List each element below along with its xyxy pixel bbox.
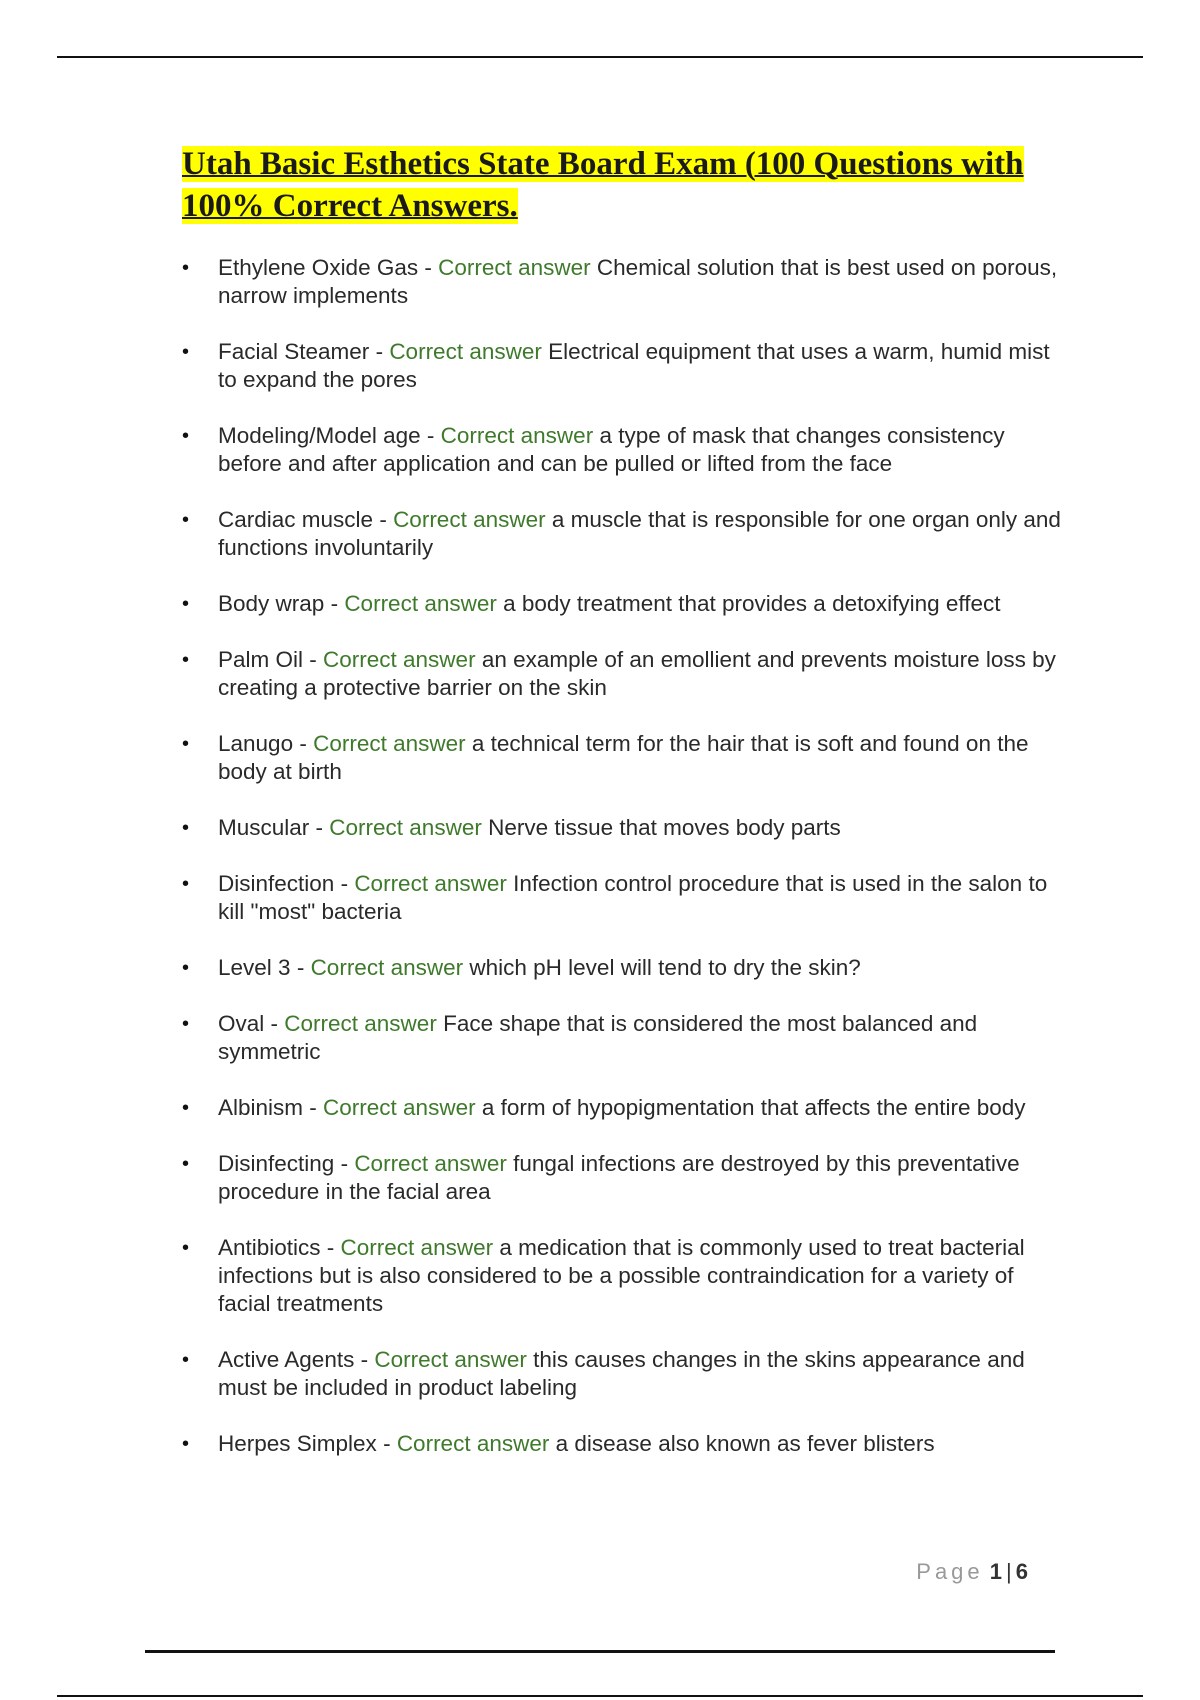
qa-item: [182, 954, 1062, 982]
qa-term: Active Agents: [218, 1347, 355, 1372]
qa-separator: -: [303, 1095, 324, 1120]
qa-separator: -: [264, 1011, 285, 1036]
qa-definition: an example of an emollient and prevents moisture loss by creating a protective barrier on the skin: [218, 647, 1056, 700]
qa-definition: Nerve tissue that moves body parts: [488, 815, 841, 840]
bullet-icon: •: [182, 817, 190, 839]
bullet-icon: •: [182, 1237, 190, 1259]
qa-term: Disinfection: [218, 871, 335, 896]
qa-definition: a muscle that is responsible for one organ only and functions involuntarily: [218, 507, 1061, 560]
qa-separator: -: [320, 1235, 341, 1260]
current-page: 1: [989, 1559, 1003, 1584]
qa-item: [182, 590, 1062, 618]
qa-separator: -: [376, 1431, 397, 1456]
qa-separator: -: [324, 591, 345, 616]
bullet-icon: •: [182, 425, 190, 447]
top-rule: [57, 56, 1143, 58]
qa-definition: a disease also known as fever blisters: [555, 1431, 935, 1456]
qa-term: Modeling/Model age: [218, 423, 421, 448]
qa-separator: -: [334, 1151, 355, 1176]
correct-answer-label: Correct answer: [438, 255, 591, 280]
qa-item: [182, 870, 1062, 926]
qa-item: [182, 338, 1062, 394]
qa-definition: Infection control procedure that is used in the salon to kill "most" bacteria: [218, 871, 1048, 924]
qa-term: Cardiac muscle: [218, 507, 374, 532]
qa-separator: -: [290, 955, 311, 980]
correct-answer-label: Correct answer: [284, 1011, 437, 1036]
qa-item: [182, 1430, 1062, 1458]
correct-answer-label: Correct answer: [344, 591, 497, 616]
qa-separator: -: [309, 815, 330, 840]
correct-answer-label: Correct answer: [329, 815, 482, 840]
qa-item: [182, 1150, 1062, 1206]
page-title: [182, 143, 1052, 227]
qa-definition: this causes changes in the skins appearance and must be included in product labeling: [218, 1347, 1025, 1400]
qa-term: Oval: [218, 1011, 265, 1036]
correct-answer-label: Correct answer: [313, 731, 466, 756]
page-separator: |: [1006, 1559, 1012, 1584]
bullet-icon: •: [182, 1097, 190, 1119]
correct-answer-label: Correct answer: [310, 955, 464, 980]
bullet-icon: •: [182, 649, 190, 671]
qa-separator: -: [303, 647, 324, 672]
title-text: Utah Basic Esthetics State Board Exam (100 Questions with 100% Correct Answers.: [182, 146, 1024, 224]
qa-term: Lanugo: [218, 731, 294, 756]
qa-separator: -: [418, 255, 439, 280]
correct-answer-label: Correct answer: [389, 339, 542, 364]
correct-answer-label: Correct answer: [396, 1431, 550, 1456]
qa-term: Facial Steamer: [218, 339, 370, 364]
bullet-icon: •: [182, 957, 190, 979]
bullet-icon: •: [182, 1153, 190, 1175]
bullet-icon: •: [182, 1013, 190, 1035]
qa-definition: a form of hypopigmentation that affects the entire body: [481, 1095, 1026, 1120]
qa-list: [182, 254, 1062, 1486]
correct-answer-label: Correct answer: [340, 1235, 494, 1260]
page-word: Page: [916, 1559, 984, 1584]
bullet-icon: •: [182, 593, 190, 615]
qa-item: [182, 422, 1062, 478]
qa-item: [182, 646, 1062, 702]
bottom-rule: [57, 1695, 1143, 1697]
qa-definition: Chemical solution that is best used on porous, narrow implements: [218, 255, 1058, 308]
qa-definition: which pH level will tend to dry the skin?: [469, 955, 861, 980]
bullet-icon: •: [182, 341, 190, 363]
qa-term: Body wrap: [218, 591, 325, 616]
qa-term: Disinfecting: [218, 1151, 335, 1176]
total-pages: 6: [1015, 1559, 1028, 1584]
qa-item: [182, 506, 1062, 562]
qa-item: [182, 1346, 1062, 1402]
correct-answer-label: Correct answer: [323, 647, 476, 672]
qa-item: [182, 254, 1062, 310]
qa-item: [182, 730, 1062, 786]
bullet-icon: •: [182, 509, 190, 531]
bullet-icon: •: [182, 1433, 190, 1455]
bullet-icon: •: [182, 873, 190, 895]
qa-item: [182, 814, 1062, 842]
qa-term: Albinism: [218, 1095, 304, 1120]
bullet-icon: •: [182, 733, 190, 755]
qa-separator: -: [334, 871, 355, 896]
footer-rule: [145, 1650, 1055, 1653]
qa-definition: fungal infections are destroyed by this preventative procedure in the facial area: [218, 1151, 1020, 1204]
qa-term: Level 3: [218, 955, 291, 980]
qa-separator: -: [369, 339, 390, 364]
qa-separator: -: [293, 731, 314, 756]
correct-answer-label: Correct answer: [354, 871, 507, 896]
qa-definition: Face shape that is considered the most balanced and symmetric: [218, 1011, 978, 1064]
qa-separator: -: [420, 423, 441, 448]
qa-definition: a body treatment that provides a detoxifying effect: [503, 591, 1001, 616]
qa-definition: Electrical equipment that uses a warm, humid mist to expand the pores: [218, 339, 1050, 392]
qa-separator: -: [354, 1347, 375, 1372]
bullet-icon: •: [182, 257, 190, 279]
qa-separator: -: [373, 507, 394, 532]
qa-term: Herpes Simplex: [218, 1431, 377, 1456]
qa-term: Muscular: [218, 815, 310, 840]
qa-item: [182, 1234, 1062, 1318]
qa-definition: a type of mask that changes consistency before and after application and can be pulled or lifted from the face: [218, 423, 1005, 476]
correct-answer-label: Correct answer: [440, 423, 594, 448]
qa-definition: a medication that is commonly used to treat bacterial infections but is also considered to be a possible contraindication for a variety of facial treatments: [218, 1235, 1025, 1316]
qa-term: Ethylene Oxide Gas: [218, 255, 419, 280]
qa-definition: a technical term for the hair that is soft and found on the body at birth: [218, 731, 1029, 784]
bullet-icon: •: [182, 1349, 190, 1371]
qa-item: [182, 1010, 1062, 1066]
qa-term: Palm Oil: [218, 647, 304, 672]
correct-answer-label: Correct answer: [323, 1095, 476, 1120]
qa-term: Antibiotics: [218, 1235, 321, 1260]
page-number: [916, 1559, 1028, 1585]
qa-item: [182, 1094, 1062, 1122]
correct-answer-label: Correct answer: [354, 1151, 507, 1176]
correct-answer-label: Correct answer: [393, 507, 546, 532]
correct-answer-label: Correct answer: [374, 1347, 527, 1372]
